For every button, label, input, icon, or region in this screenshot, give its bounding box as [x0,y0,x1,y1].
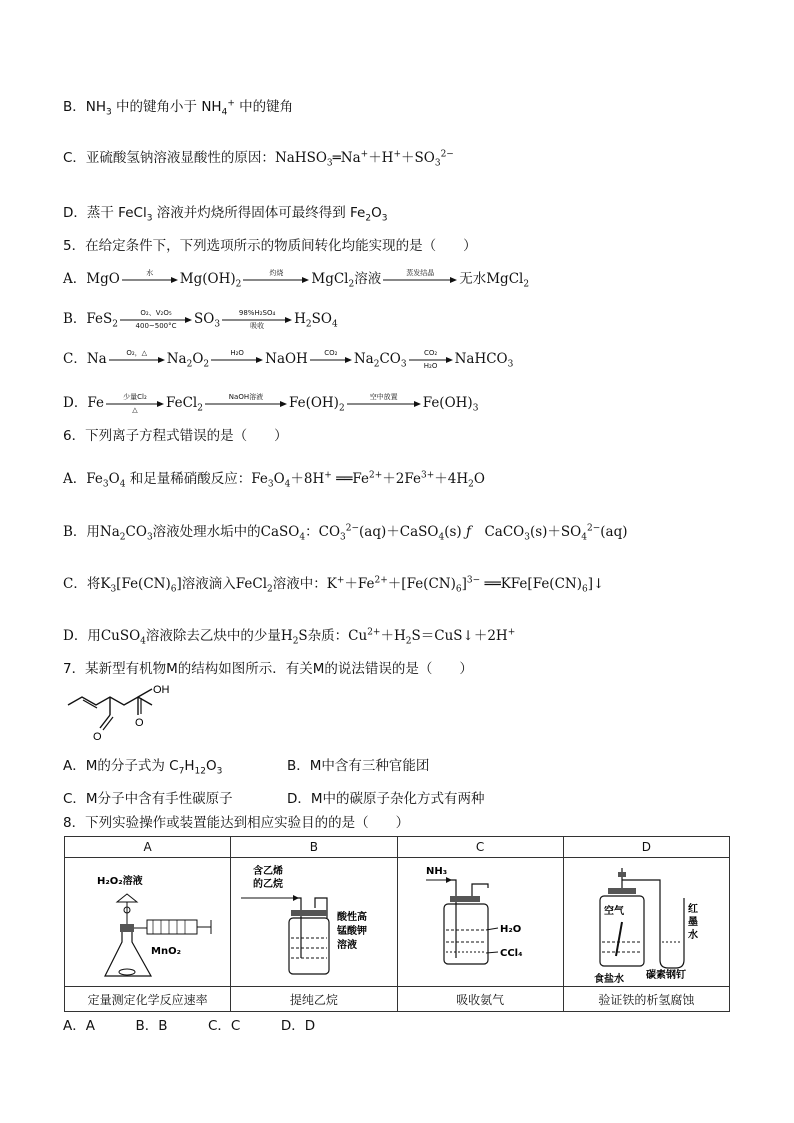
table-header: C [397,837,563,858]
apparatus-a-label: MnO₂ [151,946,181,957]
hydroxyl-label: OH [153,684,170,696]
table-cell: 提纯乙烷 [231,987,397,1012]
table-header: D [563,837,729,858]
q7-option-a: A．M的分子式为 $C_7H_{12}O_3$ [63,758,223,777]
table-header: A [65,837,231,858]
q6-option-b: B．用$Na_2CO_3$溶液处理水垢中的CaSO$_4$：$CO_3^{2-}(aq)+CaSO_4(s)$ ƒ $CaCO_3(s)+SO_4^{2-}(aq)$ [63,523,628,543]
apparatus-a-cell [65,858,231,987]
apparatus-d-label: 食盐水 [593,974,624,985]
apparatus-b-label: 溶液 [337,940,358,951]
q5-option-b: B．FeS$_2$ O₂、V₂O₅ 400~500°C $SO_3$ 98%H₂SO₄ 吸收 $H_2SO_4$ [63,308,338,330]
q5-option-a: A．MgO 水 $Mg(OH)_2$ 灼烧 MgCl$_2$溶液 蒸发结晶 无水MgCl$_2$ [63,268,530,290]
table-cell: 吸收氨气 [397,987,563,1012]
apparatus-d-diagram [564,858,729,986]
oxygen-label-aldehyde: O [93,731,102,743]
q8-stem: 8．下列实验操作或装置能达到相应实验目的的是（ ） [63,815,410,831]
apparatus-b-label: 含乙烯 [253,866,284,877]
q5-option-d: D．Fe 少量Cl₂ △ FeCl$_2$ NaOH溶液 $Fe(OH)_2$ 空中放置 $Fe(OH)_3$ [63,392,479,414]
apparatus-c-label: NH₃ [425,866,447,877]
q5-stem: 5．在给定条件下，下列选项所示的物质间转化均能实现的是（ ） [63,238,477,254]
apparatus-b-label: 锰酸钾 [337,926,368,937]
q4-option-c-text: C．亚硫酸氢钠溶液显酸性的原因： [63,150,275,166]
apparatus-d-label: 红 [687,904,698,915]
arrow-icon: CO₂ H₂O [409,350,453,370]
q6-stem: 6．下列离子方程式错误的是（ ） [63,428,288,444]
q7-stem: 7．某新型有机物M的结构如图所示．有关M的说法错误的是（ ） [63,661,473,677]
q7-option-b: B．M中含有三种官能团 [287,758,430,774]
apparatus-b-diagram [231,858,396,986]
arrow-icon: 蒸发结晶 [383,270,457,290]
q7-option-d: D．M中的碳原子杂化方式有两种 [287,791,485,807]
arrow-icon: NaOH溶液 [205,394,287,414]
arrow-icon: 少量Cl₂ △ [106,394,164,414]
table-header: B [231,837,397,858]
table-row [65,858,730,987]
apparatus-d-label: 水 [687,930,698,941]
apparatus-b-label: 的乙烷 [253,879,284,890]
arrow-icon: O₂、V₂O₅ 400~500°C [120,310,192,330]
oxygen-label-carbonyl: O [135,717,144,729]
q4-option-c: C．亚硫酸氢钠溶液显酸性的原因：$NaHSO_3═Na^++H^++SO_3^{2-}$ [63,149,454,169]
table-row [65,987,730,1012]
apparatus-c-diagram [398,858,563,986]
apparatus-a-label: H₂O₂溶液 [97,876,143,887]
table-cell: 定量测定化学反应速率 [65,987,231,1012]
experiment-table [64,836,730,1012]
arrow-icon: 98%H₂SO₄ 吸收 [222,310,292,330]
q6-option-d: D．用CuSO$_4$溶液除去乙炔中的少量$H_2S$杂质：$Cu^{2+}+H_2S=CuS↓+2H^+$ [63,627,516,647]
arrow-icon: 灼烧 [243,270,309,290]
arrow-icon: CO₂ [310,350,352,370]
apparatus-a-diagram [65,858,230,986]
table-cell: 验证铁的析氢腐蚀 [563,987,729,1012]
apparatus-d-label: 碳素钢钉 [645,970,686,981]
apparatus-b-label: 酸性高 [337,912,368,923]
q6-option-a: A．$Fe_3O_4$ 和足量稀硝酸反应：$Fe_3O_4+8H^+$ $══Fe^{2+}+2Fe^{3+}+4H_2O$ [63,470,485,490]
apparatus-d-cell [563,858,729,987]
arrow-icon: H₂O [211,350,263,370]
q5-option-c: C．Na O₂，△ $Na_2O_2$ H₂O NaOH CO₂ $Na_2CO_3$ CO₂ H₂O NaHCO$_3$ [63,348,514,370]
apparatus-c-cell [397,858,563,987]
apparatus-d-label: 墨 [687,917,698,928]
apparatus-c-label: CCl₄ [499,948,522,959]
table-header-row [65,837,730,858]
q8-options: A．A B．B C．C D．D [63,1018,316,1034]
molecule-structure-diagram [60,684,190,744]
arrow-icon: 空中放置 [347,394,421,414]
arrow-icon: O₂，△ [109,350,165,370]
apparatus-d-label: 空气 [603,906,624,917]
q6-option-c: C．将$K_3[Fe(CN)_6]$溶液滴入FeCl$_2$溶液中：$K^++Fe^{2+}+[Fe(CN)_6]^{3-}$ $══KFe[Fe(CN)_6]↓$ [63,575,605,595]
q4-option-d: D．蒸干 FeCl$_3$ 溶液并灼烧所得固体可最终得到 $Fe_2O_3$ [63,205,388,224]
apparatus-b-cell [231,858,397,987]
q4-option-b: B．$NH_3$ 中的键角小于 $NH_4^+$ 中的键角 [63,98,294,118]
arrow-icon: 水 [122,270,178,290]
q7-option-c: C．M分子中含有手性碳原子 [63,791,233,807]
apparatus-c-label: H₂O [499,924,521,935]
